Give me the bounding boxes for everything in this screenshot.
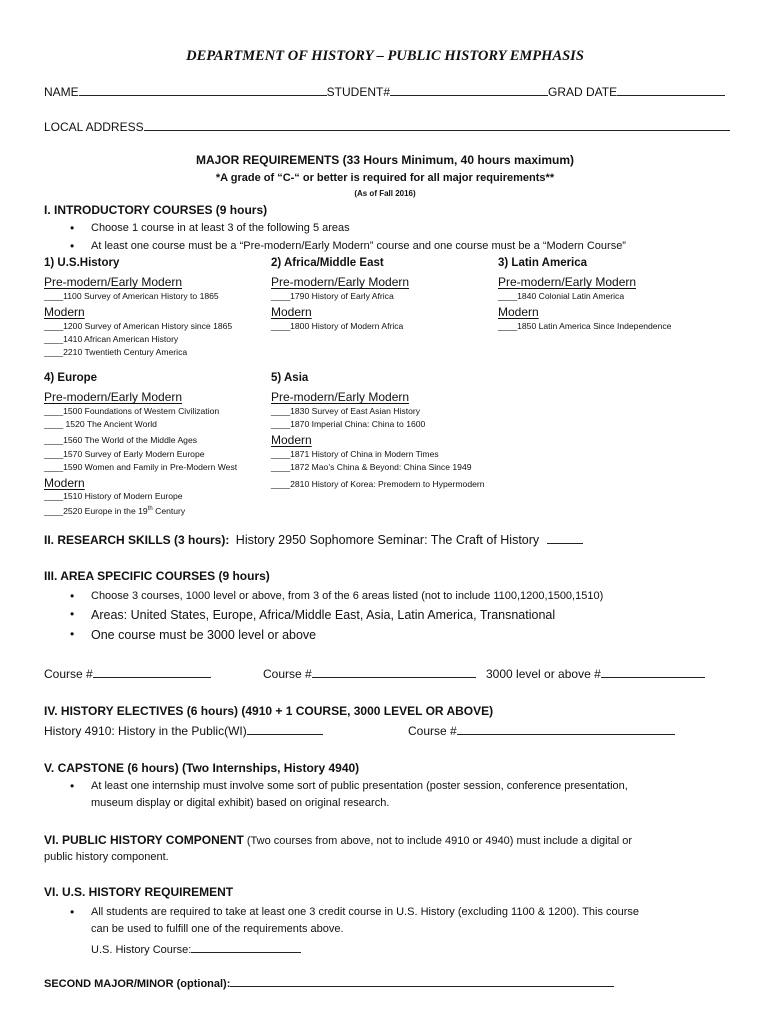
course-item[interactable]: ____1872 Mao’s China & Beyond: China Since 1949 <box>271 462 472 472</box>
course-2-label: Course # <box>263 667 312 681</box>
area-asia-title: 5) Asia <box>271 372 309 384</box>
course-item[interactable]: ____1200 Survey of American History since 1865 <box>44 321 233 331</box>
section-1-bullet: • At least one course must be a “Pre-modern/Early Modern” course and one course must be a “Modern Course” <box>91 240 626 252</box>
course-1-label: Course # <box>44 667 93 681</box>
area-us-premodern-label: Pre-modern/Early Modern <box>44 275 183 289</box>
course-item[interactable]: ____1410 African American History <box>44 334 179 344</box>
section-4-heading: IV. HISTORY ELECTIVES (6 hours) (4910 + 1 COURSE, 3000 LEVEL OR ABOVE) <box>44 704 494 718</box>
grad-date-field[interactable] <box>617 84 725 96</box>
section-7-bullet-cont: can be used to fulfill one of the requirements above. <box>91 923 344 935</box>
course-row <box>44 666 211 681</box>
course-item[interactable]: ____1570 Survey of Early Modern Europe <box>44 449 205 459</box>
course-3000-field[interactable] <box>601 666 705 678</box>
history-4910-field[interactable] <box>247 723 323 735</box>
research-course-text: History 2950 Sophomore Seminar: The Craft of History <box>235 533 540 547</box>
second-major-row <box>44 975 614 990</box>
course-item[interactable]: ____ 1520 The Ancient World <box>44 419 157 429</box>
course-item[interactable]: ____2210 Twentieth Century America <box>44 347 188 357</box>
second-major-field[interactable] <box>230 975 614 987</box>
section-1-heading: I. INTRODUCTORY COURSES (9 hours) <box>44 203 268 217</box>
area-africa-title: 2) Africa/Middle East <box>271 257 384 269</box>
major-heading: MAJOR REQUIREMENTS (33 Hours Minimum, 40 hours maximum) <box>195 153 575 167</box>
elective-course-row <box>408 723 675 738</box>
course-item[interactable]: ____1840 Colonial Latin America <box>498 291 625 301</box>
section-3-bullet: • One course must be 3000 level or above <box>91 628 316 642</box>
grad-date-label: GRAD DATE <box>548 85 618 99</box>
history-4910-label: History 4910: History in the Public(WI) <box>44 724 247 738</box>
area-europe-modern-label: Modern <box>44 476 85 490</box>
course-item[interactable]: ____1790 History of Early Africa <box>271 291 394 301</box>
address-label: LOCAL ADDRESS <box>44 120 144 134</box>
us-history-course-label: U.S. History Course: <box>91 944 192 956</box>
us-history-course-row <box>91 941 301 956</box>
section-3-heading: III. AREA SPECIFIC COURSES (9 hours) <box>44 569 270 583</box>
history-4910-row <box>44 723 323 738</box>
area-latin-modern-label: Modern <box>498 305 539 319</box>
grade-note: *A grade of “C-“ or better is required for all major requirements** <box>215 172 555 184</box>
course-item[interactable]: ____1871 History of China in Modern Times <box>271 449 439 459</box>
elective-course-label: Course # <box>408 724 457 738</box>
page-title: DEPARTMENT OF HISTORY – PUBLIC HISTORY EMPHASIS <box>186 48 584 64</box>
address-row <box>44 119 730 134</box>
area-us-modern-label: Modern <box>44 305 85 319</box>
course-item[interactable]: ____1510 History of Modern Europe <box>44 491 183 501</box>
research-course-field[interactable] <box>547 532 583 544</box>
course-row <box>263 666 476 681</box>
course-item[interactable]: ____1850 Latin America Since Independence <box>498 321 672 331</box>
course-item[interactable]: ____1800 History of Modern Africa <box>271 321 404 331</box>
area-africa-modern-label: Modern <box>271 305 312 319</box>
course-1-field[interactable] <box>93 666 211 678</box>
course-item[interactable]: ____1100 Survey of American History to 1865 <box>44 291 219 301</box>
area-europe-title: 4) Europe <box>44 372 98 384</box>
course-item[interactable]: ____2810 History of Korea: Premodern to Hypermodern <box>271 479 485 489</box>
area-latin-title: 3) Latin America <box>498 257 588 269</box>
section-7-heading: VI. U.S. HISTORY REQUIREMENT <box>44 885 234 899</box>
area-latin-premodern-label: Pre-modern/Early Modern <box>498 275 637 289</box>
section-2-heading: II. RESEARCH SKILLS (3 hours): <box>44 533 230 547</box>
name-field[interactable] <box>79 84 327 96</box>
section-5-bullet: • At least one internship must involve some sort of public presentation (poster session, conference presentation, <box>91 780 628 792</box>
section-5-heading: V. CAPSTONE (6 hours) (Two Internships, History 4940) <box>44 761 360 775</box>
section-3-bullet: • Areas: United States, Europe, Africa/Middle East, Asia, Latin America, Transnational <box>91 608 555 622</box>
area-asia-modern-label: Modern <box>271 433 312 447</box>
section-1-bullet: • Choose 1 course in at least 3 of the following 5 areas <box>91 222 350 234</box>
elective-course-field[interactable] <box>457 723 675 735</box>
course-item[interactable]: ____1830 Survey of East Asian History <box>271 406 421 416</box>
course-row <box>486 666 705 681</box>
second-major-label: SECOND MAJOR/MINOR (optional): <box>44 978 231 990</box>
section-6-heading: VI. PUBLIC HISTORY COMPONENT <box>44 833 244 847</box>
course-3000-label: 3000 level or above # <box>486 667 601 681</box>
section-6-text-cont: public history component. <box>44 851 169 863</box>
area-africa-premodern-label: Pre-modern/Early Modern <box>271 275 410 289</box>
name-label: NAME <box>44 85 79 99</box>
area-us-title: 1) U.S.History <box>44 257 120 269</box>
name-row <box>44 84 725 99</box>
area-europe-premodern-label: Pre-modern/Early Modern <box>44 390 183 404</box>
course-item[interactable]: ____1870 Imperial China: China to 1600 <box>271 419 426 429</box>
section-7-bullet: • All students are required to take at least one 3 credit course in U.S. History (excluding 1100 & 1200). This course <box>91 906 639 918</box>
as-of-note: (As of Fall 2016) <box>354 189 416 198</box>
course-2-field[interactable] <box>312 666 476 678</box>
us-history-course-field[interactable] <box>191 941 301 953</box>
student-number-field[interactable] <box>390 84 548 96</box>
section-6-text: (Two courses from above, not to include 4910 or 4940) must include a digital or <box>243 835 633 847</box>
area-asia-premodern-label: Pre-modern/Early Modern <box>271 390 410 404</box>
section-2-row <box>44 531 583 549</box>
course-item[interactable]: ____1560 The World of the Middle Ages <box>44 435 198 445</box>
course-item[interactable]: ____1500 Foundations of Western Civilization <box>44 406 220 416</box>
address-field[interactable] <box>144 119 730 131</box>
course-item[interactable]: ____1590 Women and Family in Pre-Modern West <box>44 462 238 472</box>
course-item[interactable]: ____2520 Europe in the 19th Century <box>44 505 186 516</box>
section-5-bullet-cont: museum display or digital exhibit) based on original research. <box>91 797 390 809</box>
student-label: STUDENT# <box>326 85 391 99</box>
section-6-row <box>44 833 632 847</box>
section-3-bullet: • Choose 3 courses, 1000 level or above, from 3 of the 6 areas listed (not to include 1100,1200,1500,1510) <box>91 590 603 602</box>
